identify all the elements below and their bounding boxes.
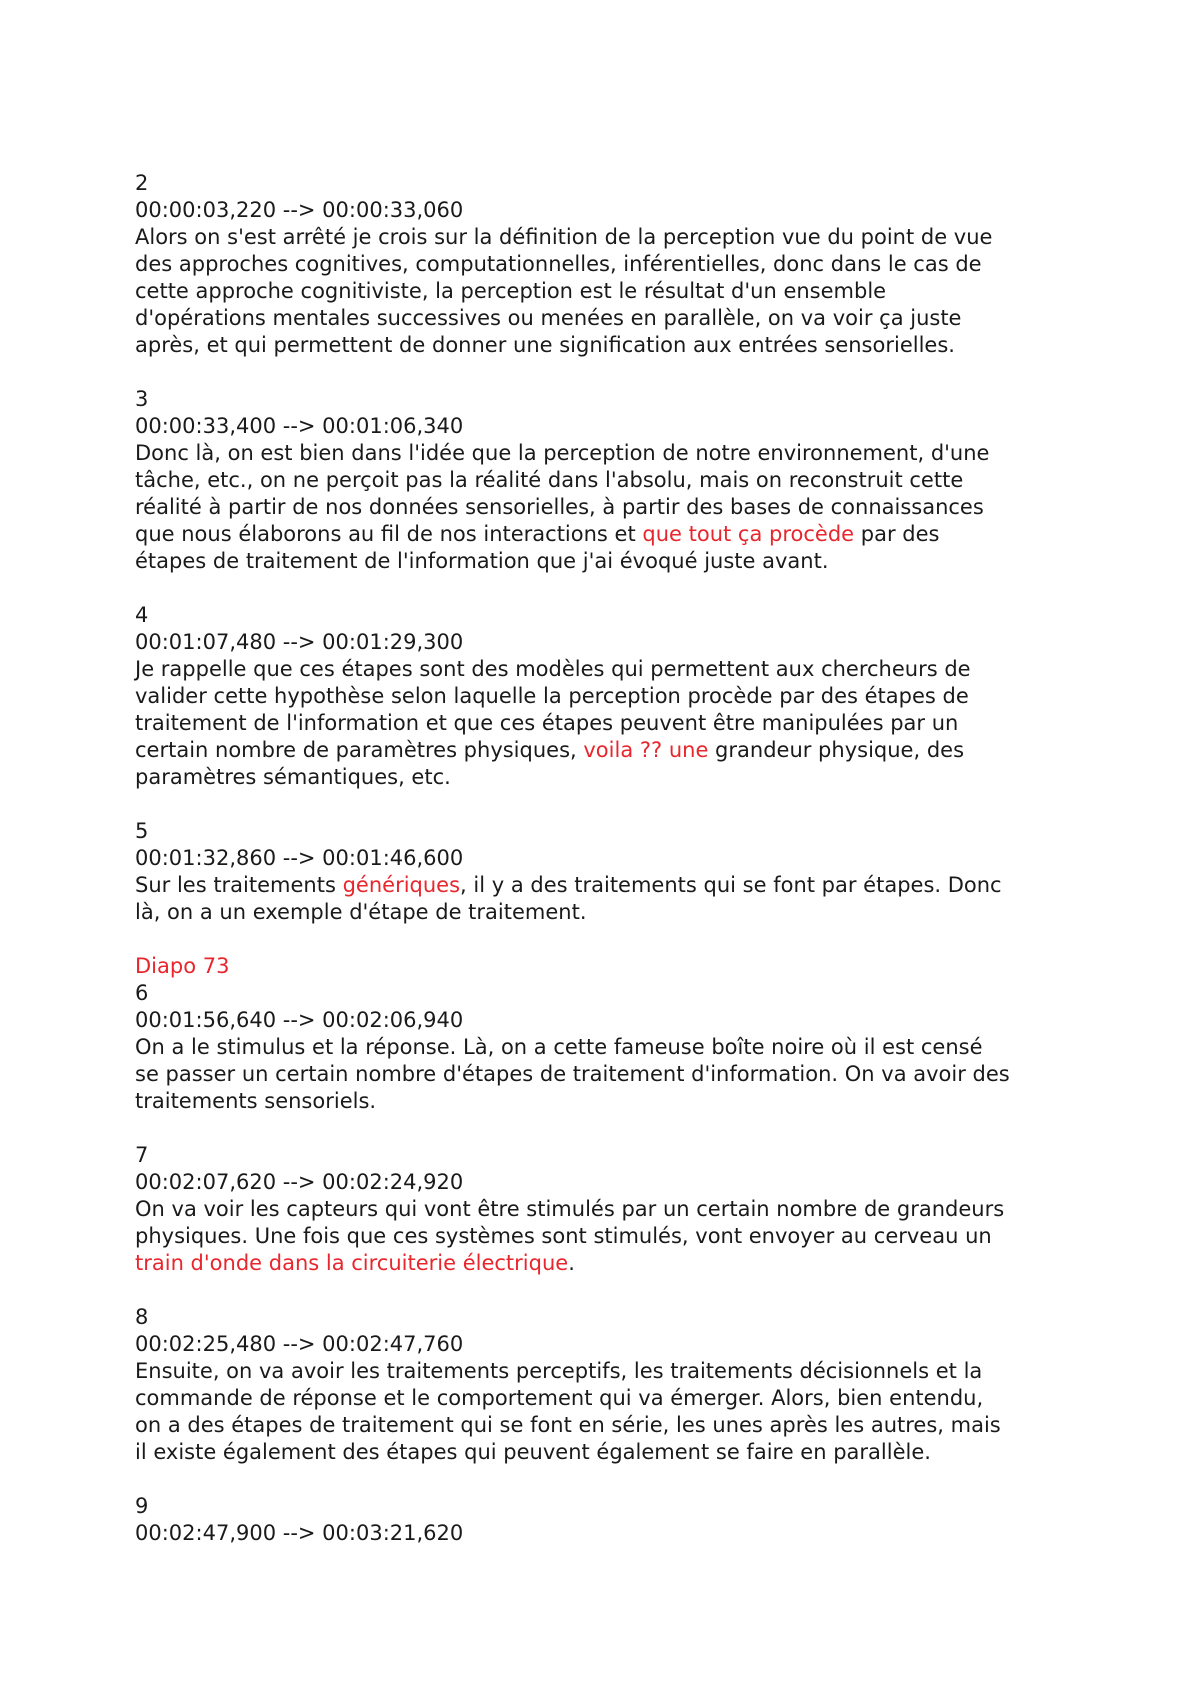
cue-text-line: [135, 224, 1075, 251]
subtitle-cue: [135, 1304, 1075, 1466]
cue-number: 9: [135, 1494, 149, 1518]
cue-number: 3: [135, 387, 149, 411]
text-segment: physiques. Une fois que ces systèmes sont stimulés, vont envoyer au cerveau un: [135, 1224, 992, 1248]
cue-text-line: [135, 440, 1075, 467]
highlighted-text: que tout ça procède: [642, 522, 855, 546]
text-segment: paramètres sémantiques, etc.: [135, 765, 451, 789]
text-segment: traitements sensoriels.: [135, 1089, 377, 1113]
subtitle-cue: [135, 602, 1075, 791]
cue-number: 5: [135, 819, 149, 843]
text-segment: On a le stimulus et la réponse. Là, on a cette fameuse boîte noire où il est censé: [135, 1035, 983, 1059]
highlighted-text: génériques: [342, 873, 461, 897]
text-segment: cette approche cognitiviste, la perception est le résultat d'un ensemble: [135, 279, 887, 303]
cue-text-line: [135, 656, 1075, 683]
cue-timestamp: 00:02:07,620 --> 00:02:24,920: [135, 1170, 464, 1194]
cue-text-line: [135, 521, 1075, 548]
subtitle-cue: [135, 386, 1075, 575]
text-segment: commande de réponse et le comportement qui va émerger. Alors, bien entendu,: [135, 1386, 984, 1410]
cue-text-line: [135, 251, 1075, 278]
text-segment: tâche, etc., on ne perçoit pas la réalité dans l'absolu, mais on reconstruit cette: [135, 468, 964, 492]
text-segment: Sur les traitements: [135, 873, 343, 897]
cue-text-line: [135, 278, 1075, 305]
text-segment: là, on a un exemple d'étape de traitement.: [135, 900, 587, 924]
text-segment: que nous élaborons au fil de nos interactions et: [135, 522, 643, 546]
text-segment: par des: [854, 522, 940, 546]
highlighted-text: train d'onde dans la circuiterie électrique: [135, 1251, 569, 1275]
cue-text-line: [135, 872, 1075, 899]
text-segment: d'opérations mentales successives ou menées en parallèle, on va voir ça juste: [135, 306, 962, 330]
cue-timestamp: 00:01:56,640 --> 00:02:06,940: [135, 1008, 464, 1032]
subtitle-cue: [135, 953, 1075, 1115]
cue-text-line: [135, 710, 1075, 737]
text-segment: des approches cognitives, computationnelles, inférentielles, donc dans le cas de: [135, 252, 982, 276]
subtitle-cue: [135, 1493, 1075, 1547]
cue-text-line: [135, 332, 1075, 359]
cue-text-line: [135, 548, 1075, 575]
cue-text-line: [135, 467, 1075, 494]
text-segment: il existe également des étapes qui peuvent également se faire en parallèle.: [135, 1440, 931, 1464]
text-segment: certain nombre de paramètres physiques,: [135, 738, 584, 762]
text-segment: valider cette hypothèse selon laquelle la perception procède par des étapes de: [135, 684, 969, 708]
subtitle-cue: [135, 170, 1075, 359]
text-segment: Alors on s'est arrêté je crois sur la définition de la perception vue du point de vue: [135, 225, 993, 249]
cue-text-line: [135, 683, 1075, 710]
cue-text-line: [135, 305, 1075, 332]
highlighted-text: voila ?? une: [583, 738, 709, 762]
cue-timestamp: 00:01:32,860 --> 00:01:46,600: [135, 846, 464, 870]
subtitle-cue: [135, 1142, 1075, 1277]
cue-number: 6: [135, 981, 149, 1005]
cue-text-line: [135, 1196, 1075, 1223]
text-segment: se passer un certain nombre d'étapes de traitement d'information. On va avoir des: [135, 1062, 1010, 1086]
cue-number: 4: [135, 603, 149, 627]
text-segment: étapes de traitement de l'information que j'ai évoqué juste avant.: [135, 549, 829, 573]
text-segment: On va voir les capteurs qui vont être stimulés par un certain nombre de grandeurs: [135, 1197, 1005, 1221]
cue-text-line: [135, 1223, 1075, 1250]
subtitle-document: [135, 170, 1075, 1574]
text-segment: , il y a des traitements qui se font par étapes. Donc: [460, 873, 1002, 897]
cue-text-line: [135, 1385, 1075, 1412]
cue-text-line: [135, 1250, 1075, 1277]
cue-timestamp: 00:02:25,480 --> 00:02:47,760: [135, 1332, 464, 1356]
cue-text-line: [135, 1088, 1075, 1115]
text-segment: Donc là, on est bien dans l'idée que la perception de notre environnement, d'une: [135, 441, 990, 465]
text-segment: après, et qui permettent de donner une signification aux entrées sensorielles.: [135, 333, 955, 357]
subtitle-cue: [135, 818, 1075, 926]
cue-text-line: [135, 1061, 1075, 1088]
cue-number: 7: [135, 1143, 149, 1167]
cue-text-line: [135, 1358, 1075, 1385]
cue-text-line: [135, 494, 1075, 521]
cue-number: 2: [135, 171, 149, 195]
cue-text-line: [135, 1439, 1075, 1466]
text-segment: Ensuite, on va avoir les traitements perceptifs, les traitements décisionnels et la: [135, 1359, 983, 1383]
text-segment: traitement de l'information et que ces étapes peuvent être manipulées par un: [135, 711, 959, 735]
cue-timestamp: 00:02:47,900 --> 00:03:21,620: [135, 1521, 464, 1545]
cue-text-line: [135, 1412, 1075, 1439]
text-segment: on a des étapes de traitement qui se font en série, les unes après les autres, mais: [135, 1413, 1001, 1437]
cue-number: 8: [135, 1305, 149, 1329]
slide-heading: Diapo 73: [135, 954, 230, 978]
text-segment: .: [568, 1251, 575, 1275]
cue-timestamp: 00:00:03,220 --> 00:00:33,060: [135, 198, 464, 222]
cue-timestamp: 00:01:07,480 --> 00:01:29,300: [135, 630, 464, 654]
cue-text-line: [135, 764, 1075, 791]
cue-text-line: [135, 899, 1075, 926]
text-segment: Je rappelle que ces étapes sont des modèles qui permettent aux chercheurs de: [135, 657, 971, 681]
cue-text-line: [135, 737, 1075, 764]
cue-timestamp: 00:00:33,400 --> 00:01:06,340: [135, 414, 464, 438]
text-segment: réalité à partir de nos données sensorielles, à partir des bases de connaissances: [135, 495, 984, 519]
cue-text-line: [135, 1034, 1075, 1061]
text-segment: grandeur physique, des: [708, 738, 965, 762]
